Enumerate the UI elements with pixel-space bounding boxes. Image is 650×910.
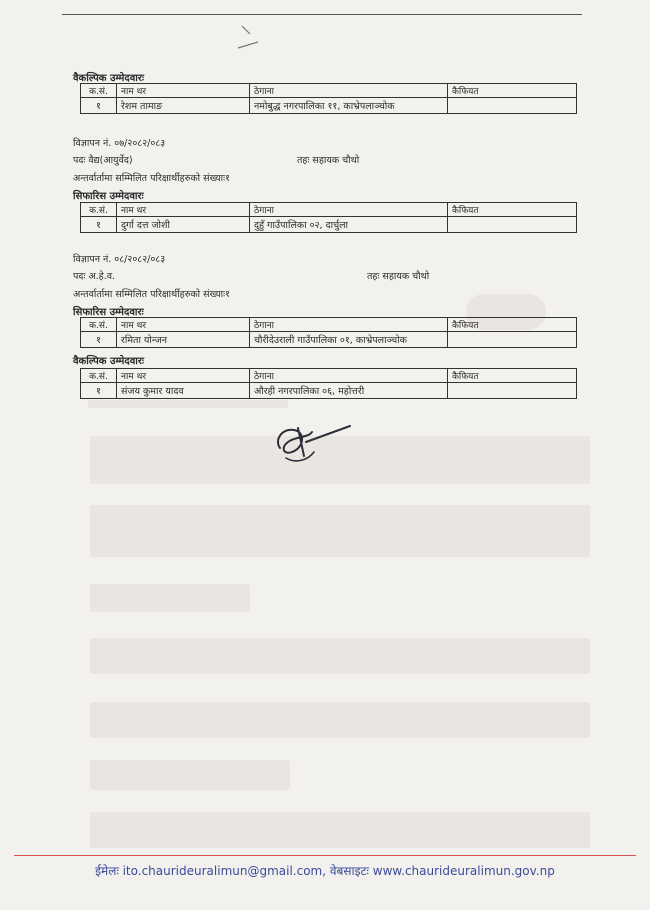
alternate-candidate-table [80,83,577,114]
col-sn: क.सं. [81,84,117,98]
col-sn: क.सं. [81,203,117,217]
recommended-candidate-label: सिफारिस उम्मेदवारः [73,307,144,318]
cell-remarks [448,217,577,233]
cell-name: रेशम तामाङ [117,98,250,114]
top-rule [62,14,582,15]
cell-address: चौरीदेउराली गाउँपालिका ०१, काभ्रेपलाञ्चोक [250,332,448,348]
post-title: पदः अ.हे.व. [73,271,116,282]
cell-address: नमोबुद्ध नगरपालिका ११, काभ्रेपलाञ्चोक [250,98,448,114]
interview-count: अन्तर्वार्तामा सम्मिलित परिक्षार्थीहरुको संख्याः१ [73,289,230,300]
col-remarks: कैफियत [448,318,577,332]
col-remarks: कैफियत [448,369,577,383]
alternate-candidate-label: वैकल्पिक उम्मेदवारः [73,73,144,84]
alternate-candidate-table [80,368,577,399]
cell-remarks [448,383,577,399]
cell-remarks [448,98,577,114]
table-row [81,332,577,348]
cell-remarks [448,332,577,348]
pen-mark [228,20,268,54]
cell-name: रमिता योन्जन [117,332,250,348]
cell-sn: १ [81,332,117,348]
recommended-candidate-table [80,202,577,233]
cell-sn: १ [81,383,117,399]
cell-sn: १ [81,98,117,114]
col-remarks: कैफियत [448,84,577,98]
cell-name: दुर्गा दत्त जोशी [117,217,250,233]
col-name: नाम थर [117,203,250,217]
col-name: नाम थर [117,84,250,98]
table-header-row [81,203,577,217]
post-title: पदः वैद्य(आयुर्वेद) [73,155,133,166]
col-address: ठेगाना [250,203,448,217]
col-address: ठेगाना [250,369,448,383]
col-address: ठेगाना [250,84,448,98]
col-sn: क.सं. [81,369,117,383]
cell-address: औरही नगरपालिका ०६, महोत्तरी [250,383,448,399]
alternate-candidate-label: वैकल्पिक उम्मेदवारः [73,356,144,367]
advertisement-number: विज्ञापन नं. ०८/२०८२/०८३ [73,254,166,265]
cell-sn: १ [81,217,117,233]
recommended-candidate-table [80,317,577,348]
table-row [81,383,577,399]
col-address: ठेगाना [250,318,448,332]
advertisement-number: विज्ञापन नं. ०७/२०८२/०८३ [73,138,166,149]
signature [268,418,358,468]
level-title: तहः सहायक चौथो [367,271,430,282]
recommended-candidate-label: सिफारिस उम्मेदवारः [73,191,144,202]
col-sn: क.सं. [81,318,117,332]
table-header-row [81,369,577,383]
table-row [81,98,577,114]
table-header-row [81,318,577,332]
footer-contact: ईमेलः ito.chaurideuralimun@gmail.com, वेबसाइटः www.chaurideuralimun.gov.np [95,864,555,878]
level-title: तहः सहायक चौथो [297,155,360,166]
col-remarks: कैफियत [448,203,577,217]
interview-count: अन्तर्वार्तामा सम्मिलित परिक्षार्थीहरुको संख्याः१ [73,173,230,184]
cell-address: दुहुँ गाउँपालिका ०२, दार्चुला [250,217,448,233]
footer-rule [14,855,636,856]
col-name: नाम थर [117,318,250,332]
cell-name: संजय कुमार यादव [117,383,250,399]
table-row [81,217,577,233]
col-name: नाम थर [117,369,250,383]
table-header-row [81,84,577,98]
